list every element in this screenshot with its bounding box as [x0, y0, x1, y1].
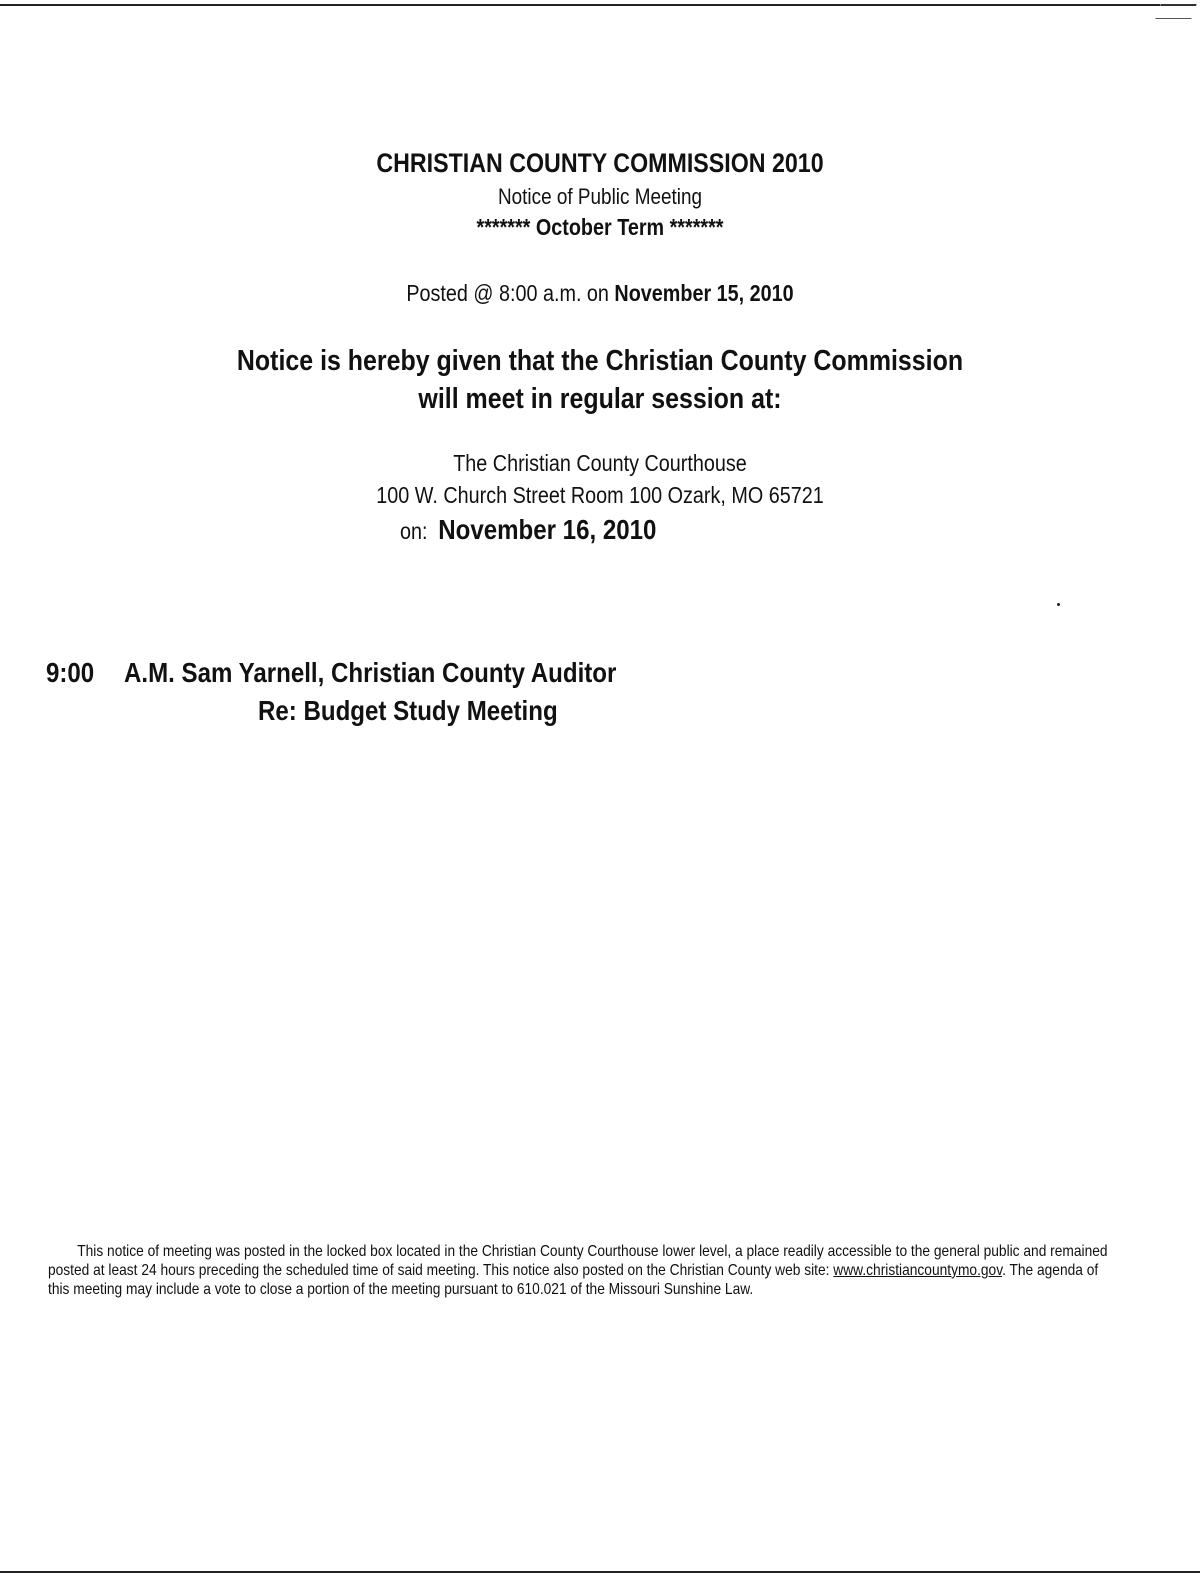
agenda-subject: Re: Budget Study Meeting [258, 695, 558, 726]
meeting-date-line [400, 514, 656, 546]
notice-line-1: Notice is hereby given that the Christian County Commission [236, 345, 964, 377]
footer-text-before-link: This notice of meeting was posted in the locked box located in the Christian County Courthouse lower level, a place readily accessible to the general public and remained posted at least 24 hours preceding the scheduled time of said meeting. This notice also posted on the Christian County web site: [48, 1243, 1108, 1279]
meeting-venue: The Christian County Courthouse [453, 450, 747, 476]
meeting-address: 100 W. Church Street Room 100 Ozark, MO 65721 [376, 482, 824, 508]
posted-prefix: Posted @ 8:00 a.m. on [406, 280, 609, 306]
document-title: CHRISTIAN COUNTY COMMISSION 2010 [376, 148, 824, 178]
posted-date: November 15, 2010 [614, 280, 794, 306]
scan-speck [1057, 603, 1060, 606]
scan-bottom-rule [0, 1571, 1200, 1573]
notice-line-2: will meet in regular session at: [418, 383, 782, 415]
agenda-time: 9:00 [46, 657, 95, 688]
scan-corner-mark [1155, 4, 1196, 19]
posted-line [84, 280, 1116, 307]
footer-text-after-link: . The agenda of this meeting may include a vote to close a portion of the meeting pursuant to 610.021 of the Missouri Sunshine Law. [48, 1262, 1099, 1298]
term-line: ******* October Term ******* [476, 214, 724, 240]
website-link[interactable]: www.christiancountymo.gov [833, 1262, 1003, 1279]
footer-paragraph [48, 1242, 1119, 1299]
meeting-date-label: on: [400, 518, 428, 544]
document-subtitle: Notice of Public Meeting [497, 184, 703, 209]
meeting-date: November 16, 2010 [438, 514, 657, 545]
scan-top-rule [0, 4, 1160, 6]
posting-notice-footer [48, 1242, 1119, 1299]
agenda-presenter: A.M. Sam Yarnell, Christian County Auditor [124, 657, 617, 688]
